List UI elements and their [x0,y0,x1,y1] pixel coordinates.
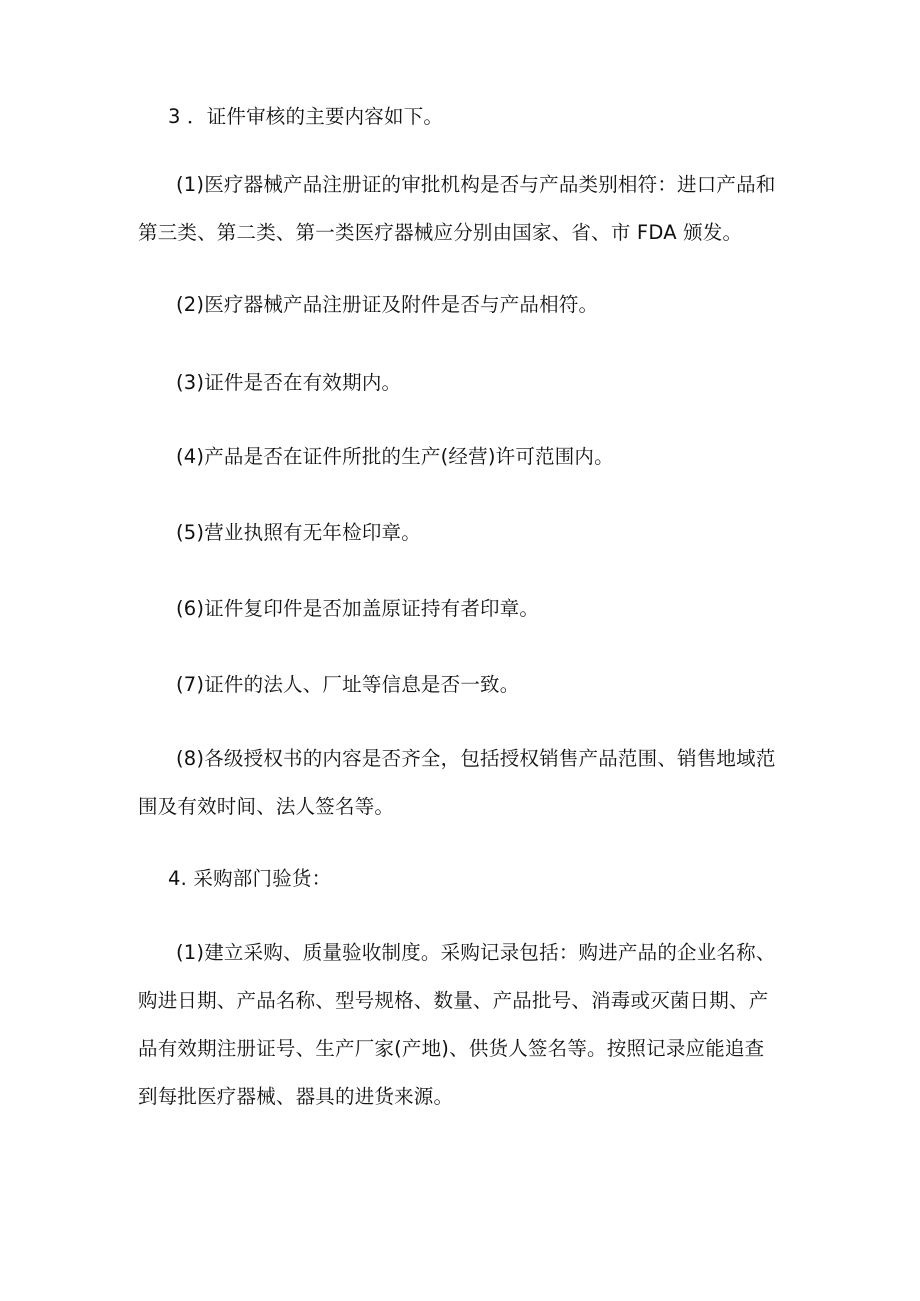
item-3-3: (3)证件是否在有效期内。 [176,371,402,394]
item-3-6: (6)证件复印件是否加盖原证持有者印章。 [176,597,540,620]
item-3-4: (4)产品是否在证件所批的生产(经营)许可范围内。 [176,445,614,468]
item-4-1-line-3: 品有效期注册证号、生产厂家(产地)、供货人签名等。按照记录应能追查 [138,1037,765,1060]
item-3-1-line-1: (1)医疗器械产品注册证的审批机构是否与产品类别相符：进口产品和 [176,173,776,196]
item-3-5: (5)营业执照有无年检印章。 [176,521,421,544]
section-4-heading: 4. 采购部门验货： [168,867,332,890]
item-4-1-line-2: 购进日期、产品名称、型号规格、数量、产品批号、消毒或灭菌日期、产 [138,989,769,1012]
item-3-8-line-2: 围及有效时间、法人签名等。 [138,795,395,818]
item-3-8-line-1: (8)各级授权书的内容是否齐全，包括授权销售产品范围、销售地域范 [176,747,776,770]
item-3-1-line-2: 第三类、第二类、第一类医疗器械应分别由国家、省、市 FDA 颁发。 [138,221,743,244]
item-3-2: (2)医疗器械产品注册证及附件是否与产品相符。 [176,293,599,316]
item-3-7: (7)证件的法人、厂址等信息是否一致。 [176,673,520,696]
item-4-1-line-1: (1)建立采购、质量验收制度。采购记录包括：购进产品的企业名称、 [176,941,776,964]
item-4-1-line-4: 到每批医疗器械、器具的进货来源。 [138,1085,454,1108]
section-3-heading: 3 ．证件审核的主要内容如下。 [168,105,444,128]
